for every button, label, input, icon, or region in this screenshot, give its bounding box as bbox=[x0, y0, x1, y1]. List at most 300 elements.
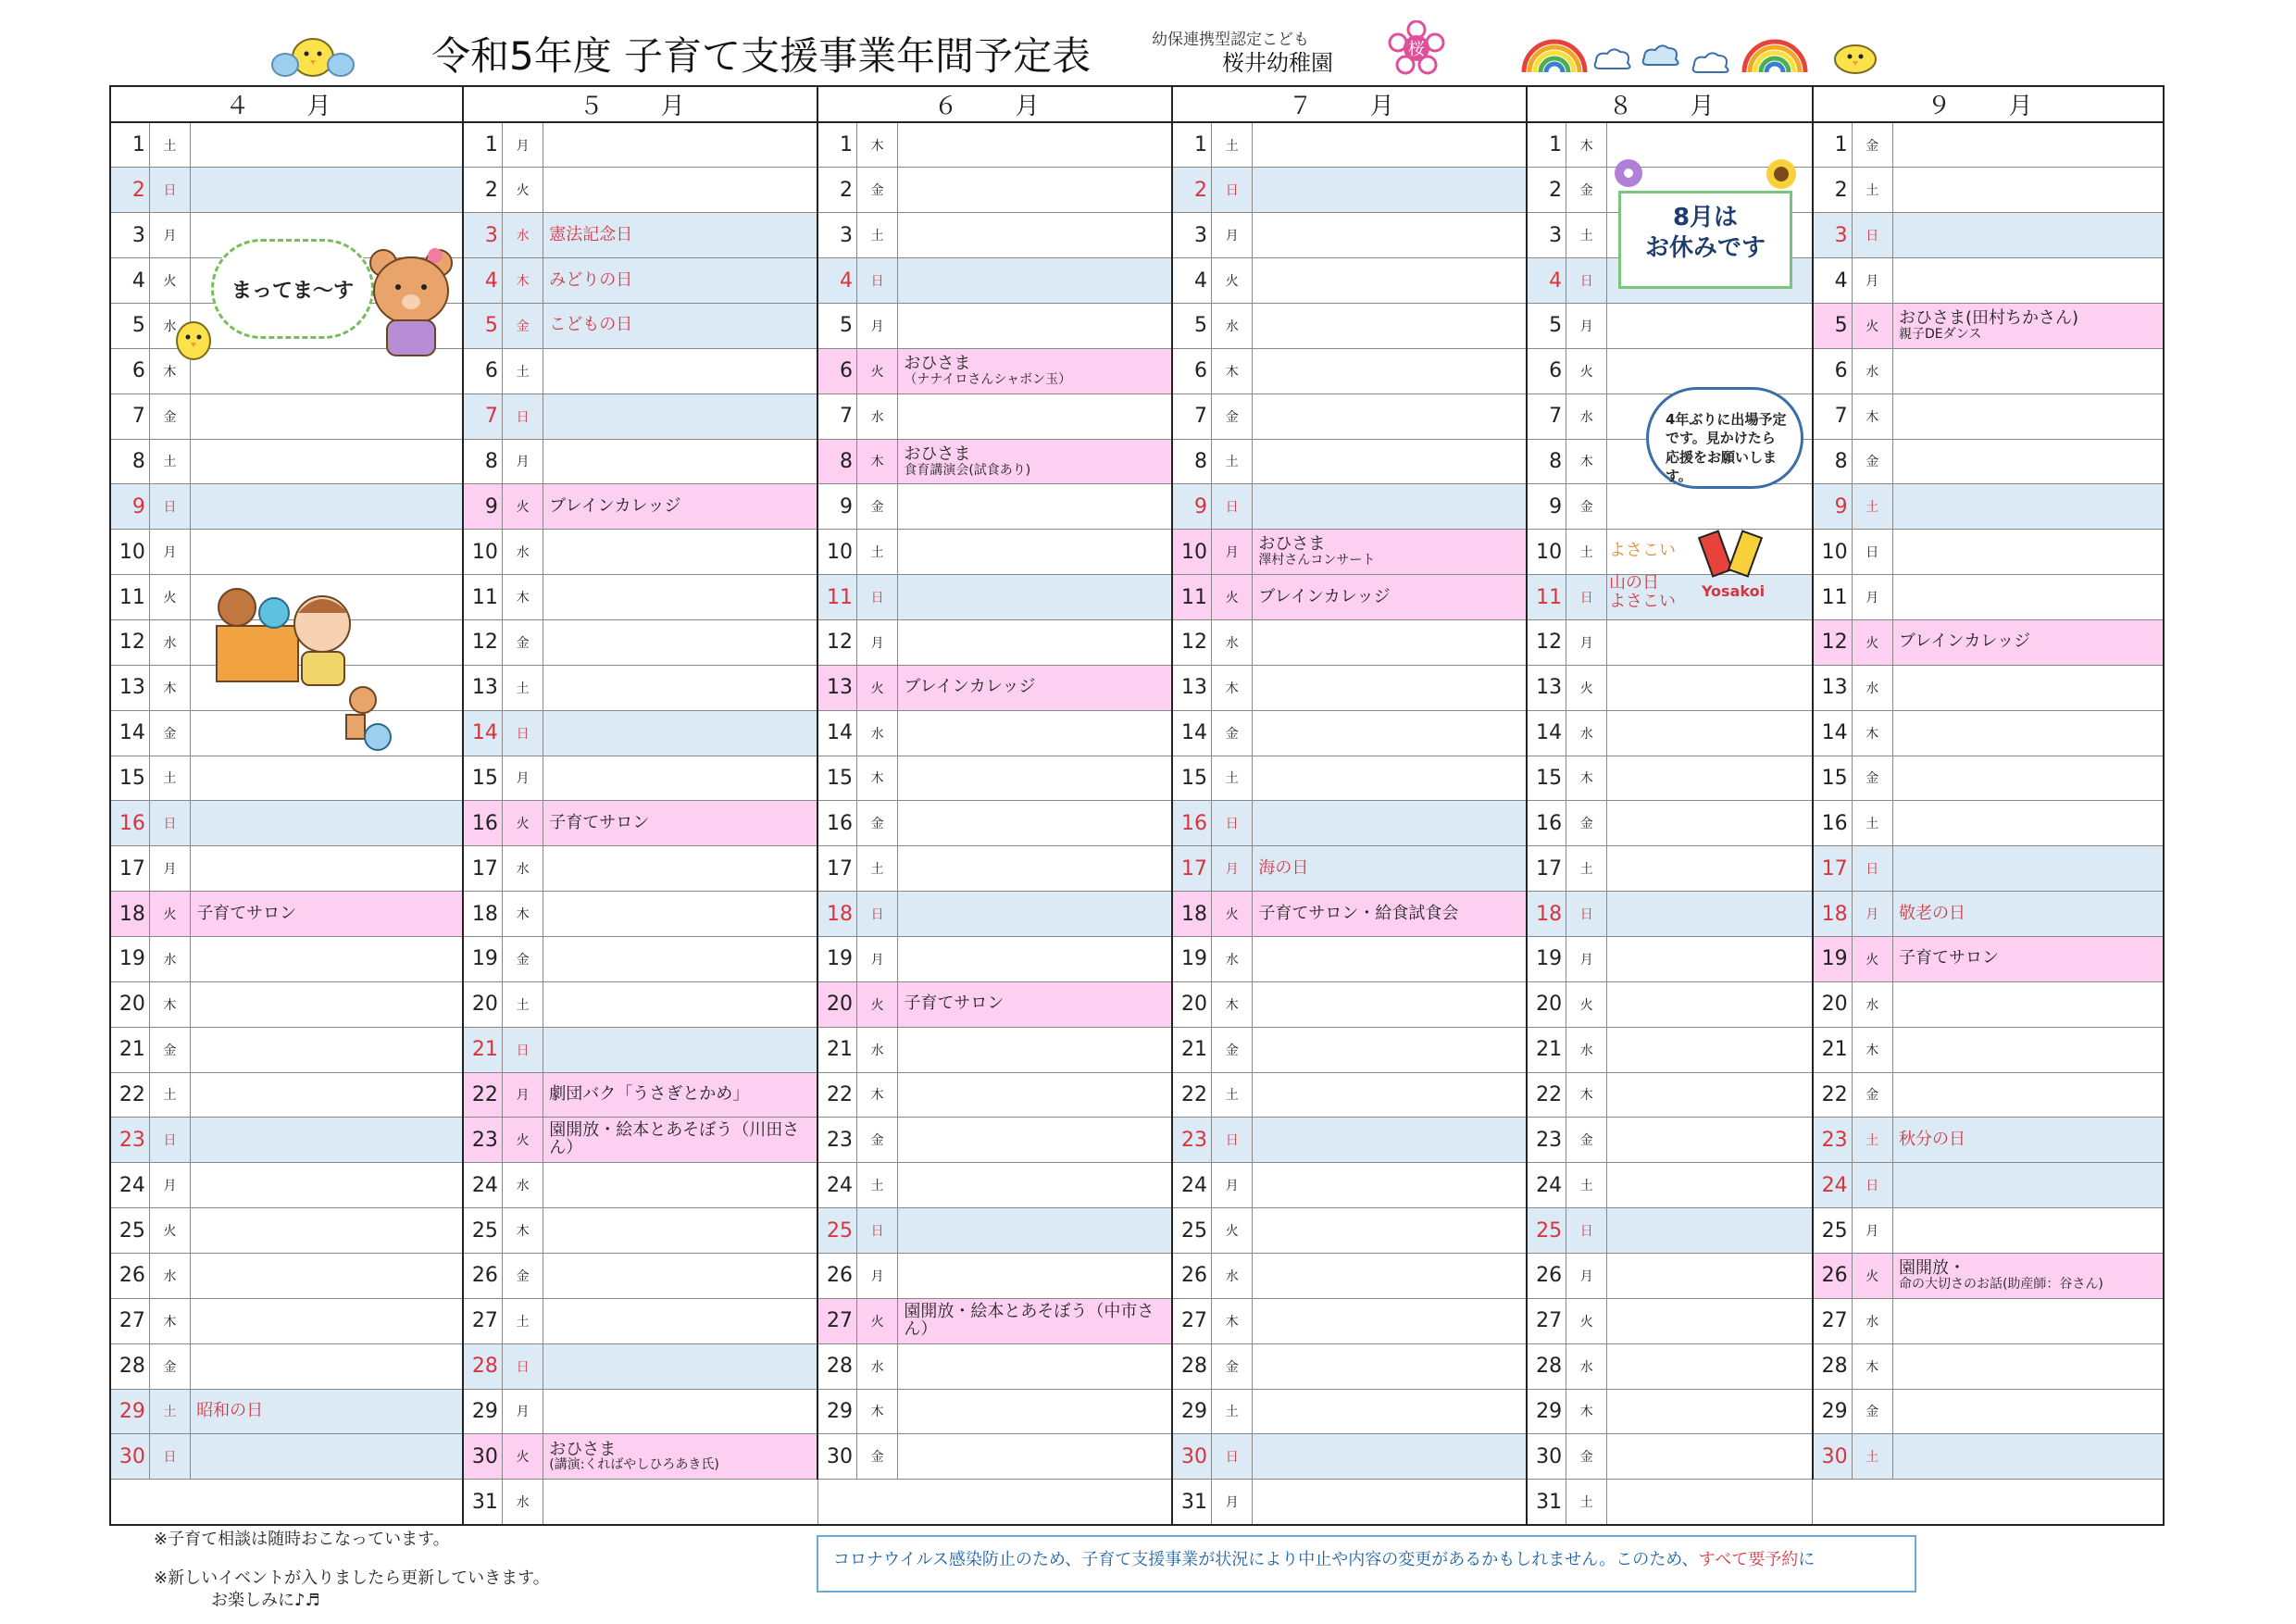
rainbow-icon bbox=[1518, 35, 1591, 76]
event-cell bbox=[191, 1343, 463, 1389]
event-cell bbox=[1253, 756, 1527, 801]
event-cell bbox=[898, 213, 1172, 258]
day-number: 1 bbox=[817, 122, 856, 168]
event-cell bbox=[543, 1118, 817, 1163]
event-cell bbox=[1253, 936, 1527, 981]
day-of-week: 金 bbox=[856, 1434, 897, 1480]
day-of-week: 日 bbox=[856, 575, 897, 620]
day-number: 30 bbox=[1813, 1434, 1852, 1480]
day-of-week: 木 bbox=[856, 756, 897, 801]
day-of-week: 金 bbox=[1212, 394, 1253, 439]
day-number: 8 bbox=[1813, 439, 1852, 484]
event-title: 子育てサロン・給食試食会 bbox=[1258, 903, 1459, 923]
event-detail: 命の大切さのお話(助産師：谷さん) bbox=[1898, 1277, 2103, 1293]
day-of-week: 月 bbox=[149, 530, 190, 575]
event-cell bbox=[1892, 619, 2164, 665]
calendar-row bbox=[110, 619, 2164, 665]
day-of-week: 水 bbox=[149, 303, 190, 348]
month-header: ８ 月 bbox=[1527, 86, 1812, 122]
event-cell bbox=[1892, 348, 2164, 394]
event-cell bbox=[1892, 756, 2164, 801]
day-number: 1 bbox=[1527, 122, 1566, 168]
day-number: 4 bbox=[463, 258, 502, 304]
event-title: ブレインカレッジ bbox=[1258, 586, 1391, 606]
day-of-week: 金 bbox=[149, 1343, 190, 1389]
day-of-week: 日 bbox=[1566, 1208, 1607, 1254]
day-of-week: 金 bbox=[1566, 484, 1607, 530]
calendar-row bbox=[110, 665, 2164, 710]
day-number: 1 bbox=[1813, 122, 1852, 168]
day-number: 19 bbox=[1172, 936, 1211, 981]
day-of-week: 土 bbox=[1212, 439, 1253, 484]
event-title: 子育てサロン bbox=[196, 903, 297, 923]
day-of-week: 月 bbox=[1852, 892, 1892, 937]
day-number: 6 bbox=[110, 348, 149, 394]
day-number: 17 bbox=[1527, 846, 1566, 892]
event-cell bbox=[543, 303, 817, 348]
day-of-week: 水 bbox=[1212, 936, 1253, 981]
day-number: 27 bbox=[463, 1298, 502, 1343]
event-cell bbox=[898, 303, 1172, 348]
day-number: 21 bbox=[817, 1027, 856, 1072]
day-of-week: 土 bbox=[1212, 1072, 1253, 1118]
day-of-week: 火 bbox=[1212, 575, 1253, 620]
event-cell bbox=[191, 168, 463, 213]
event-cell bbox=[898, 892, 1172, 937]
day-number: 19 bbox=[110, 936, 149, 981]
day-of-week: 水 bbox=[502, 213, 543, 258]
april-speech-bubble: まってま～す bbox=[211, 239, 374, 339]
day-number: 23 bbox=[817, 1118, 856, 1163]
event-cell bbox=[543, 801, 817, 846]
day-number: 16 bbox=[1527, 801, 1566, 846]
day-of-week: 土 bbox=[502, 665, 543, 710]
event-cell bbox=[543, 348, 817, 394]
day-of-week: 水 bbox=[1852, 1298, 1892, 1343]
event-cell bbox=[1253, 213, 1527, 258]
day-of-week: 火 bbox=[1566, 1298, 1607, 1343]
day-of-week: 金 bbox=[149, 1027, 190, 1072]
day-of-week: 火 bbox=[502, 1434, 543, 1480]
day-number: 25 bbox=[110, 1208, 149, 1254]
event-cell bbox=[1892, 1118, 2164, 1163]
calendar-row bbox=[110, 1389, 2164, 1434]
event-title: 子育てサロン bbox=[904, 993, 1004, 1014]
event-cell bbox=[1892, 484, 2164, 530]
day-number: 7 bbox=[817, 394, 856, 439]
day-of-week: 火 bbox=[1212, 892, 1253, 937]
cloud-icon bbox=[1592, 46, 1633, 72]
empty-cell bbox=[817, 1480, 1172, 1525]
calendar-row bbox=[110, 1118, 2164, 1163]
day-of-week: 土 bbox=[856, 846, 897, 892]
day-of-week: 木 bbox=[1212, 1298, 1253, 1343]
day-of-week: 金 bbox=[1566, 1118, 1607, 1163]
event-cell bbox=[1253, 1434, 1527, 1480]
calendar-row bbox=[110, 1298, 2164, 1343]
day-of-week: 水 bbox=[856, 394, 897, 439]
event-cell bbox=[543, 981, 817, 1027]
day-number: 11 bbox=[1172, 575, 1211, 620]
event-cell bbox=[543, 122, 817, 168]
event-cell bbox=[898, 484, 1172, 530]
day-of-week: 木 bbox=[1212, 665, 1253, 710]
day-of-week: 火 bbox=[149, 892, 190, 937]
day-number: 11 bbox=[1813, 575, 1852, 620]
day-number: 18 bbox=[110, 892, 149, 937]
event-cell bbox=[191, 1072, 463, 1118]
month-header: ７ 月 bbox=[1172, 86, 1527, 122]
day-of-week: 水 bbox=[502, 1480, 543, 1525]
day-number: 11 bbox=[463, 575, 502, 620]
cloud-icon bbox=[1641, 43, 1681, 69]
event-title: 園開放・絵本とあそぼう（川田さん） bbox=[549, 1120, 800, 1158]
event-cell bbox=[898, 348, 1172, 394]
day-number: 14 bbox=[463, 710, 502, 756]
event-cell bbox=[898, 1253, 1172, 1298]
day-number: 20 bbox=[1527, 981, 1566, 1027]
calendar-row bbox=[110, 1072, 2164, 1118]
calendar-row bbox=[110, 394, 2164, 439]
day-number: 26 bbox=[1813, 1253, 1852, 1298]
day-of-week: 土 bbox=[149, 1389, 190, 1434]
rainbow-icon bbox=[1739, 35, 1811, 76]
day-number: 26 bbox=[1172, 1253, 1211, 1298]
day-of-week: 月 bbox=[502, 439, 543, 484]
day-number: 10 bbox=[817, 530, 856, 575]
event-detail: (講演:くればやしひろあき氏) bbox=[549, 1457, 719, 1473]
day-of-week: 金 bbox=[1212, 1027, 1253, 1072]
event-cell bbox=[1253, 981, 1527, 1027]
day-number: 25 bbox=[463, 1208, 502, 1254]
day-of-week: 水 bbox=[1212, 1253, 1253, 1298]
mountain-day-label bbox=[1609, 574, 1676, 611]
calendar-row bbox=[110, 981, 2164, 1027]
day-of-week: 水 bbox=[1566, 1027, 1607, 1072]
day-number: 26 bbox=[1527, 1253, 1566, 1298]
event-cell bbox=[1253, 168, 1527, 213]
day-number: 2 bbox=[1527, 168, 1566, 213]
event-cell bbox=[1253, 1027, 1527, 1072]
event-cell bbox=[543, 1298, 817, 1343]
event-cell bbox=[543, 1163, 817, 1208]
day-number: 10 bbox=[1527, 530, 1566, 575]
day-number: 20 bbox=[110, 981, 149, 1027]
event-cell bbox=[1892, 710, 2164, 756]
calendar-row bbox=[110, 710, 2164, 756]
day-number: 23 bbox=[110, 1118, 149, 1163]
event-cell bbox=[543, 575, 817, 620]
day-number: 4 bbox=[110, 258, 149, 304]
day-of-week: 火 bbox=[149, 575, 190, 620]
day-of-week: 水 bbox=[149, 619, 190, 665]
event-detail: 澤村さんコンサート bbox=[1258, 553, 1376, 568]
day-number: 27 bbox=[1527, 1298, 1566, 1343]
day-of-week: 土 bbox=[1852, 1434, 1892, 1480]
event-cell bbox=[1607, 936, 1813, 981]
day-number: 22 bbox=[817, 1072, 856, 1118]
event-cell bbox=[1607, 665, 1813, 710]
day-of-week: 月 bbox=[1566, 303, 1607, 348]
event-cell bbox=[898, 1118, 1172, 1163]
day-number: 5 bbox=[817, 303, 856, 348]
day-number: 25 bbox=[1813, 1208, 1852, 1254]
event-cell bbox=[543, 439, 817, 484]
day-number: 4 bbox=[1172, 258, 1211, 304]
event-cell bbox=[191, 1389, 463, 1434]
event-cell bbox=[1607, 1163, 1813, 1208]
day-number: 9 bbox=[1813, 484, 1852, 530]
august-closed-card bbox=[1618, 191, 1792, 289]
event-title: 憲法記念日 bbox=[549, 224, 633, 244]
calendar-row bbox=[110, 1434, 2164, 1480]
day-of-week: 木 bbox=[1566, 122, 1607, 168]
event-title: ブレインカレッジ bbox=[904, 677, 1036, 697]
calendar-row bbox=[110, 1163, 2164, 1208]
event-cell bbox=[898, 1389, 1172, 1434]
day-of-week: 月 bbox=[1852, 575, 1892, 620]
event-cell bbox=[1253, 1343, 1527, 1389]
day-number: 14 bbox=[110, 710, 149, 756]
day-number: 6 bbox=[1527, 348, 1566, 394]
event-cell bbox=[191, 981, 463, 1027]
day-of-week: 月 bbox=[1212, 213, 1253, 258]
event-cell bbox=[543, 1389, 817, 1434]
day-number: 3 bbox=[1813, 213, 1852, 258]
day-of-week: 木 bbox=[1852, 1343, 1892, 1389]
day-number: 12 bbox=[463, 619, 502, 665]
day-of-week: 土 bbox=[1566, 1163, 1607, 1208]
event-title: 秋分の日 bbox=[1898, 1129, 1965, 1149]
calendar-row bbox=[110, 936, 2164, 981]
event-cell bbox=[898, 619, 1172, 665]
day-of-week: 日 bbox=[1212, 168, 1253, 213]
day-of-week: 月 bbox=[149, 846, 190, 892]
day-of-week: 火 bbox=[502, 168, 543, 213]
day-number: 15 bbox=[1813, 756, 1852, 801]
day-of-week: 月 bbox=[1566, 619, 1607, 665]
day-number: 9 bbox=[463, 484, 502, 530]
day-of-week: 木 bbox=[856, 1389, 897, 1434]
event-cell bbox=[543, 892, 817, 937]
day-number: 6 bbox=[1813, 348, 1852, 394]
day-of-week: 水 bbox=[1852, 981, 1892, 1027]
event-cell bbox=[1892, 122, 2164, 168]
day-number: 29 bbox=[110, 1389, 149, 1434]
day-of-week: 水 bbox=[1566, 710, 1607, 756]
event-title: 子育てサロン bbox=[549, 812, 650, 832]
event-cell bbox=[1253, 348, 1527, 394]
day-of-week: 月 bbox=[149, 1163, 190, 1208]
day-of-week: 日 bbox=[502, 394, 543, 439]
day-number: 22 bbox=[110, 1072, 149, 1118]
day-number: 29 bbox=[817, 1389, 856, 1434]
day-of-week: 日 bbox=[149, 1434, 190, 1480]
day-number: 25 bbox=[1172, 1208, 1211, 1254]
day-number: 28 bbox=[817, 1343, 856, 1389]
day-number: 24 bbox=[817, 1163, 856, 1208]
day-number: 5 bbox=[110, 303, 149, 348]
day-number: 3 bbox=[110, 213, 149, 258]
day-number: 13 bbox=[1813, 665, 1852, 710]
day-of-week: 木 bbox=[1852, 710, 1892, 756]
day-number: 8 bbox=[1172, 439, 1211, 484]
day-number: 16 bbox=[463, 801, 502, 846]
day-of-week: 水 bbox=[502, 1163, 543, 1208]
event-cell bbox=[543, 394, 817, 439]
event-cell bbox=[898, 846, 1172, 892]
day-of-week: 月 bbox=[1566, 1253, 1607, 1298]
day-of-week: 火 bbox=[1566, 348, 1607, 394]
event-cell bbox=[1892, 801, 2164, 846]
event-cell bbox=[543, 665, 817, 710]
event-cell bbox=[191, 1434, 463, 1480]
day-number: 24 bbox=[1172, 1163, 1211, 1208]
event-cell bbox=[1607, 1298, 1813, 1343]
calendar-row bbox=[110, 575, 2164, 620]
event-cell bbox=[898, 258, 1172, 304]
page-header bbox=[0, 0, 2296, 85]
logo-text: 桜 bbox=[1408, 40, 1425, 59]
day-number: 30 bbox=[110, 1434, 149, 1480]
day-of-week: 土 bbox=[856, 1163, 897, 1208]
event-cell bbox=[543, 756, 817, 801]
day-of-week: 金 bbox=[502, 619, 543, 665]
day-of-week: 火 bbox=[1566, 981, 1607, 1027]
month-header: ６ 月 bbox=[817, 86, 1172, 122]
event-cell bbox=[543, 1072, 817, 1118]
day-of-week: 木 bbox=[1566, 1072, 1607, 1118]
day-of-week: 木 bbox=[856, 439, 897, 484]
day-of-week: 木 bbox=[502, 892, 543, 937]
event-cell bbox=[1892, 1389, 2164, 1434]
day-number: 11 bbox=[817, 575, 856, 620]
day-number: 14 bbox=[1813, 710, 1852, 756]
event-cell bbox=[898, 756, 1172, 801]
day-of-week: 金 bbox=[1852, 122, 1892, 168]
day-of-week: 土 bbox=[1852, 168, 1892, 213]
event-cell bbox=[1607, 892, 1813, 937]
event-cell bbox=[1607, 1389, 1813, 1434]
event-cell bbox=[543, 936, 817, 981]
calendar-row bbox=[110, 530, 2164, 575]
event-title: 劇団バク「うさぎとかめ」 bbox=[549, 1084, 750, 1105]
day-of-week: 金 bbox=[149, 710, 190, 756]
day-of-week: 日 bbox=[1852, 1163, 1892, 1208]
day-number: 26 bbox=[463, 1253, 502, 1298]
event-cell bbox=[1253, 619, 1527, 665]
event-detail: 親子DEダンス bbox=[1898, 326, 1982, 342]
event-cell bbox=[1607, 1253, 1813, 1298]
day-of-week: 日 bbox=[1212, 1434, 1253, 1480]
event-cell bbox=[543, 258, 817, 304]
event-title: ブレインカレッジ bbox=[549, 495, 681, 516]
day-number: 28 bbox=[463, 1343, 502, 1389]
toys-baby-icon bbox=[209, 580, 415, 756]
yosakoi-thought-bubble: 4年ぶりに出場予定です。見かけたら応援をお願いします。 bbox=[1646, 387, 1803, 489]
event-cell bbox=[1892, 981, 2164, 1027]
event-cell bbox=[543, 1480, 817, 1525]
month-header: ４ 月 bbox=[110, 86, 463, 122]
event-cell bbox=[898, 1163, 1172, 1208]
day-of-week: 木 bbox=[856, 122, 897, 168]
day-of-week: 火 bbox=[1852, 936, 1892, 981]
event-cell bbox=[1253, 1163, 1527, 1208]
event-cell bbox=[1892, 665, 2164, 710]
event-cell bbox=[1607, 1118, 1813, 1163]
day-of-week: 金 bbox=[856, 168, 897, 213]
day-number: 24 bbox=[110, 1163, 149, 1208]
day-of-week: 日 bbox=[856, 892, 897, 937]
day-of-week: 木 bbox=[1566, 1389, 1607, 1434]
day-number: 15 bbox=[1527, 756, 1566, 801]
day-of-week: 火 bbox=[1852, 303, 1892, 348]
day-of-week: 日 bbox=[1212, 1118, 1253, 1163]
day-of-week: 水 bbox=[1852, 665, 1892, 710]
day-of-week: 木 bbox=[502, 1208, 543, 1254]
day-number: 17 bbox=[1172, 846, 1211, 892]
day-of-week: 金 bbox=[856, 801, 897, 846]
event-cell bbox=[1892, 1208, 2164, 1254]
day-number: 18 bbox=[1172, 892, 1211, 937]
day-of-week: 火 bbox=[1852, 1253, 1892, 1298]
event-cell bbox=[543, 213, 817, 258]
event-cell bbox=[191, 439, 463, 484]
day-number: 5 bbox=[463, 303, 502, 348]
day-of-week: 月 bbox=[856, 1253, 897, 1298]
day-number: 17 bbox=[110, 846, 149, 892]
day-number: 10 bbox=[1813, 530, 1852, 575]
event-cell bbox=[1892, 394, 2164, 439]
event-cell bbox=[191, 892, 463, 937]
day-number: 24 bbox=[1527, 1163, 1566, 1208]
event-cell bbox=[1607, 756, 1813, 801]
event-cell bbox=[1253, 1389, 1527, 1434]
event-cell bbox=[543, 710, 817, 756]
august-card-line1: 8月は bbox=[1672, 204, 1739, 231]
day-of-week: 月 bbox=[1212, 530, 1253, 575]
event-cell bbox=[1892, 213, 2164, 258]
day-number: 9 bbox=[110, 484, 149, 530]
event-cell bbox=[898, 1072, 1172, 1118]
event-cell bbox=[191, 122, 463, 168]
day-number: 22 bbox=[1813, 1072, 1852, 1118]
yosakoi-label: よさこい bbox=[1609, 541, 1676, 560]
day-of-week: 金 bbox=[1852, 1389, 1892, 1434]
day-number: 7 bbox=[110, 394, 149, 439]
event-title: おひさま bbox=[904, 353, 971, 373]
day-of-week: 土 bbox=[149, 1072, 190, 1118]
day-number: 10 bbox=[463, 530, 502, 575]
event-cell bbox=[191, 530, 463, 575]
event-cell bbox=[191, 756, 463, 801]
day-of-week: 日 bbox=[1852, 530, 1892, 575]
day-number: 6 bbox=[463, 348, 502, 394]
day-number: 16 bbox=[1172, 801, 1211, 846]
event-cell bbox=[1607, 846, 1813, 892]
calendar-row bbox=[110, 1208, 2164, 1254]
day-number: 18 bbox=[817, 892, 856, 937]
day-of-week: 木 bbox=[1852, 1027, 1892, 1072]
day-number: 31 bbox=[1527, 1480, 1566, 1525]
day-of-week: 日 bbox=[149, 801, 190, 846]
day-number: 11 bbox=[1527, 575, 1566, 620]
event-cell bbox=[898, 122, 1172, 168]
day-of-week: 金 bbox=[149, 394, 190, 439]
day-of-week: 月 bbox=[149, 213, 190, 258]
day-number: 8 bbox=[110, 439, 149, 484]
day-of-week: 火 bbox=[502, 484, 543, 530]
